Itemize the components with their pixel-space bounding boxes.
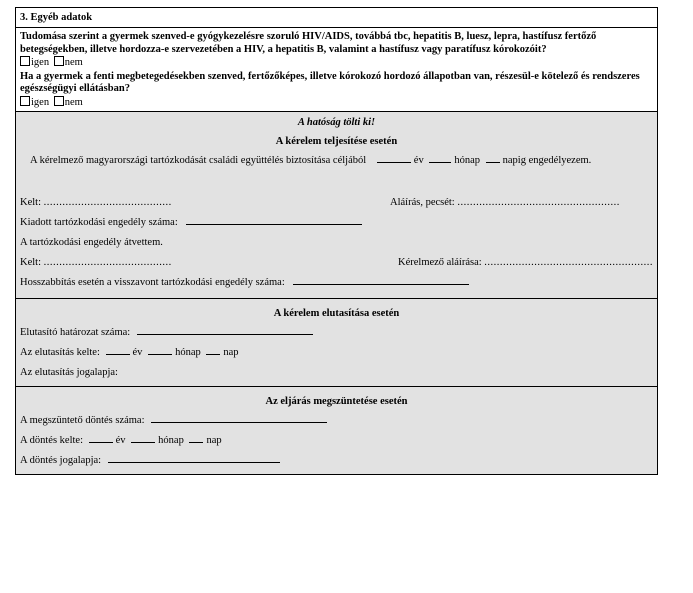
term-day-blank[interactable] [189, 432, 203, 443]
rejection-block [16, 299, 657, 387]
grant-text-b: napig engedélyezem. [502, 155, 592, 166]
grant-day-blank[interactable] [486, 152, 500, 163]
reject-year-unit: év [132, 347, 143, 358]
grant-title: A kérelem teljesítése esetén [275, 136, 398, 147]
reject-number-row [20, 323, 653, 343]
permit-number-blank[interactable] [186, 214, 362, 225]
grant-year-blank[interactable] [377, 152, 411, 163]
grant-text-a: A kérelmező magyarországi tartózkodását családi együttélés biztosítása céljából [30, 155, 367, 166]
term-basis-blank[interactable] [108, 452, 280, 463]
grant-month-blank[interactable] [429, 152, 451, 163]
section-title [16, 8, 657, 28]
applicant-signature-field [398, 253, 653, 273]
term-month-unit: hónap [158, 435, 184, 446]
reject-day-unit: nap [223, 347, 239, 358]
grant-year-unit: év [413, 155, 424, 166]
term-number-label: A megszüntető döntés száma: [20, 415, 145, 426]
term-year-blank[interactable] [89, 432, 113, 443]
signature-stamp-label: Aláírás, pecsét: [390, 197, 455, 208]
reject-date-row [20, 343, 653, 363]
kelt-dotted-field[interactable]: ......................................... [43, 197, 172, 208]
signature-stamp-dotted[interactable]: .................................................... [457, 197, 620, 208]
kelt-label: Kelt: [20, 197, 41, 208]
term-number-blank[interactable] [151, 412, 327, 423]
term-day-unit: nap [206, 435, 222, 446]
kelt2-row [20, 253, 653, 273]
reject-month-unit: hónap [175, 347, 201, 358]
term-title: Az eljárás megszüntetése esetén [265, 396, 408, 407]
grant-text-row [20, 151, 653, 171]
q1-no-label: nem [64, 57, 83, 68]
kelt2-dotted-field[interactable]: ......................................... [43, 257, 172, 268]
termination-block [16, 387, 657, 474]
q1-no-checkbox[interactable] [54, 56, 64, 66]
received-row: A tartózkodási engedély átvettem. [20, 237, 163, 248]
kelt2-label: Kelt: [20, 257, 41, 268]
reject-date-label: Az elutasítás kelte: [20, 347, 100, 358]
question-2: Ha a gyermek a fenti megbetegedésekben szenved, fertőzőképes, illetve kórokozó hordozó állapotban van, részesül-e kötelező és rendszeres egészségügyi ellátásban? [20, 70, 640, 94]
questions-block [16, 28, 657, 112]
q1-yes-checkbox[interactable] [20, 56, 30, 66]
reject-month-blank[interactable] [148, 344, 172, 355]
grant-month-unit: hónap [454, 155, 481, 166]
q2-yes-label: igen [31, 96, 50, 108]
extension-label: Hosszabbítás esetén a visszavont tartózkodási engedély száma: [20, 277, 285, 288]
signature-stamp-field [390, 193, 620, 213]
question-1-options [20, 56, 653, 70]
kelt-row [20, 193, 653, 213]
section-title-text: 3. Egyéb adatok [20, 12, 93, 23]
term-basis-label: A döntés jogalapja: [20, 455, 102, 466]
extension-row [20, 273, 653, 293]
authority-grant-block [16, 112, 657, 299]
term-basis-row [20, 451, 653, 471]
term-date-label: A döntés kelte: [20, 435, 83, 446]
q2-no-label: nem [64, 96, 83, 108]
term-date-row [20, 431, 653, 451]
question-1: Tudomása szerint a gyermek szenved-e gyógykezelésre szoruló HIV/AIDS, továbbá tbc, hepatitis B, luesz, lepra, hastífusz fertőző betegségekben, illetve hordozza-e szervezetében a HIV, a hepatitis B, valamint a hastífusz vagy paratífusz kórokozóit? [20, 31, 597, 55]
q2-yes-checkbox[interactable] [20, 96, 30, 106]
reject-basis-row: Az elutasítás jogalapja: [20, 367, 118, 378]
permit-number-row [20, 213, 653, 233]
term-year-unit: év [115, 435, 126, 446]
permit-number-label: Kiadott tartózkodási engedély száma: [20, 217, 178, 228]
q2-no-checkbox[interactable] [54, 96, 64, 106]
applicant-signature-label: Kérelmező aláírása: [398, 257, 482, 268]
reject-day-blank[interactable] [206, 344, 220, 355]
reject-number-label: Elutasító határozat száma: [20, 327, 131, 338]
term-month-blank[interactable] [131, 432, 155, 443]
applicant-signature-dotted[interactable]: ...................................................... [484, 257, 654, 268]
question-2-options [20, 96, 653, 110]
reject-number-blank[interactable] [137, 324, 313, 335]
form-section-3 [15, 7, 658, 475]
extension-blank[interactable] [293, 274, 469, 285]
authority-header: A hatóság tölti ki! [297, 117, 376, 128]
term-number-row [20, 411, 653, 431]
reject-year-blank[interactable] [106, 344, 130, 355]
reject-title: A kérelem elutasítása esetén [273, 308, 400, 319]
q1-yes-label: igen [31, 57, 50, 68]
